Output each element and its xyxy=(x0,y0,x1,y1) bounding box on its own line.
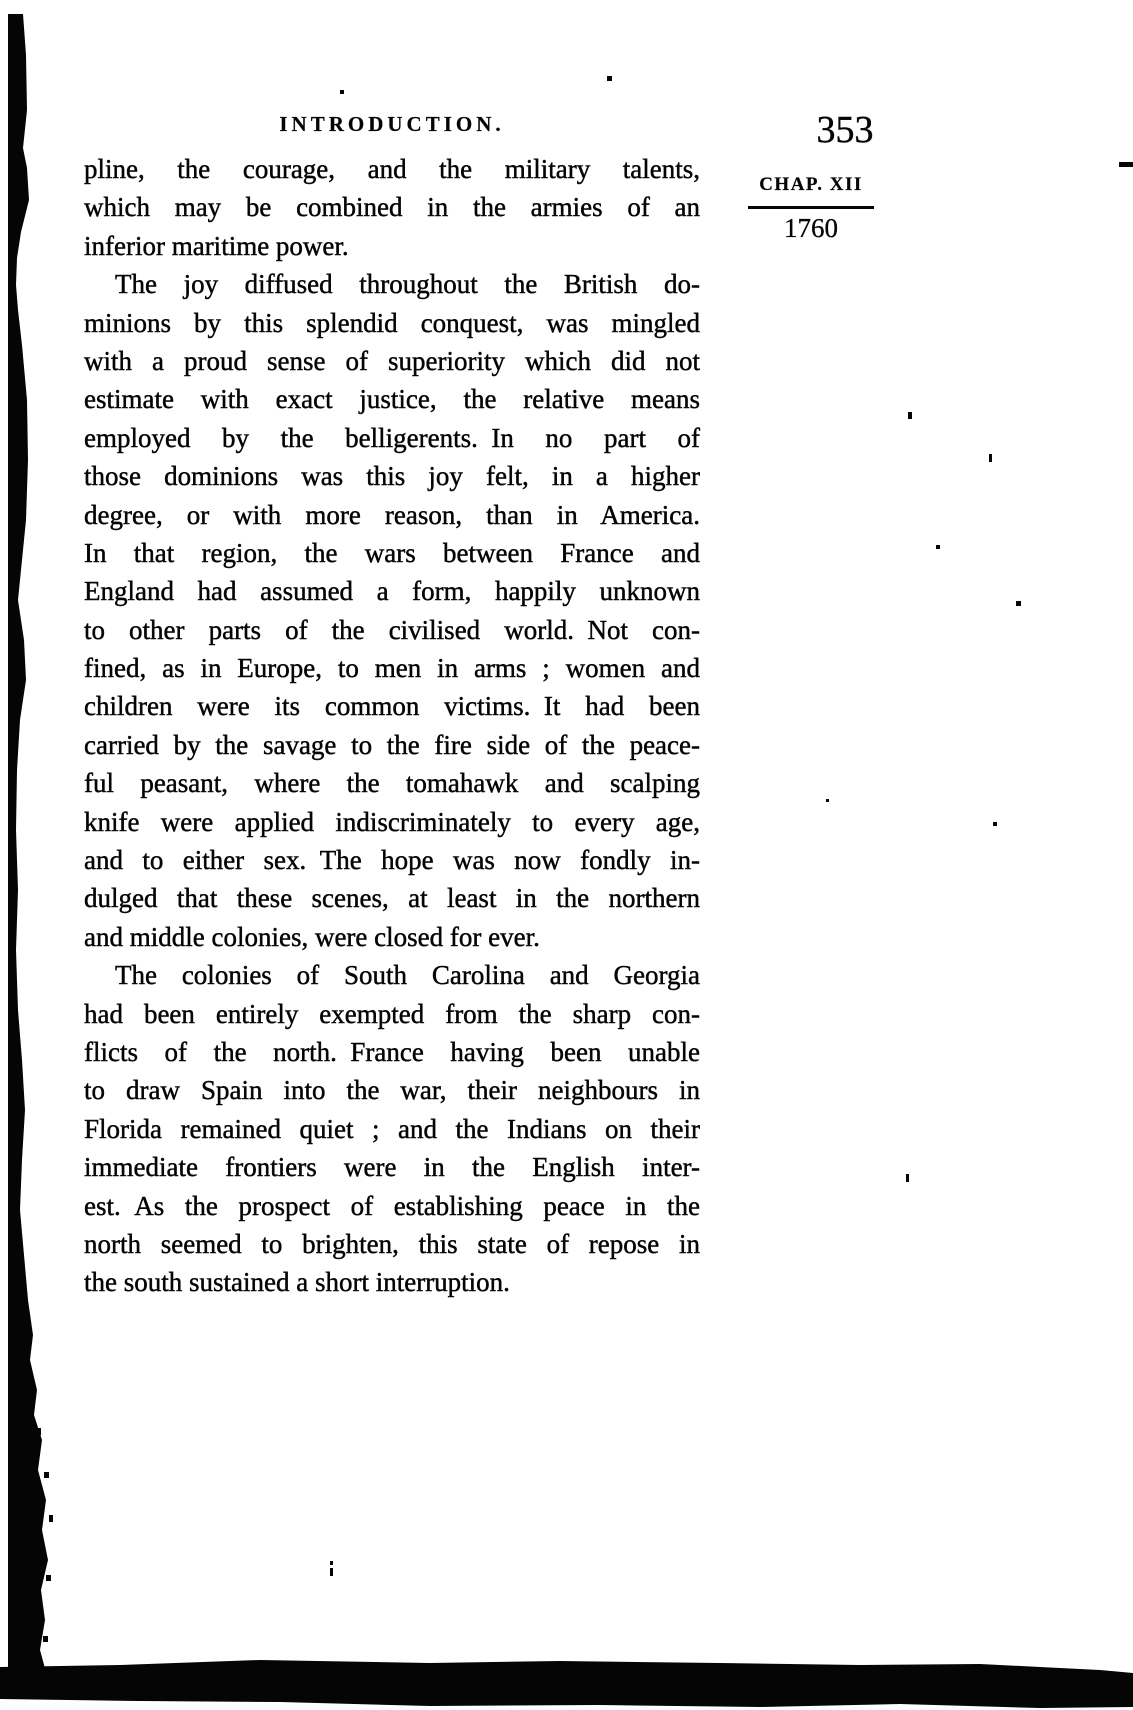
text-line: to draw Spain into the war, their neighbours in xyxy=(84,1075,700,1106)
year-label: 1760 xyxy=(784,213,838,243)
text-line: fined, as in Europe, to men in arms ; women and xyxy=(84,653,700,684)
text-line: and middle colonies, were closed for ever. xyxy=(84,921,540,952)
scan-speck xyxy=(1119,162,1133,167)
scan-speck xyxy=(340,90,344,94)
text-line: employed by the belligerents. In no part of xyxy=(84,422,700,453)
text-line: England had assumed a form, happily unknown xyxy=(84,576,700,607)
gutter-fringe xyxy=(36,1428,41,1435)
scan-speck xyxy=(993,822,997,826)
margin-note xyxy=(748,174,874,244)
text-line: pline, the courage, and the military talents, xyxy=(84,154,700,184)
scan-speck xyxy=(330,1561,333,1565)
paragraph xyxy=(84,150,700,265)
text-line: knife were applied indiscriminately to every age, xyxy=(84,806,700,837)
text-line: est. As the prospect of establishing peace in the xyxy=(84,1190,700,1221)
text-block xyxy=(84,150,700,1302)
text-line: had been entirely exempted from the sharp con- xyxy=(84,998,700,1029)
gutter-fringe xyxy=(43,1636,48,1642)
text-line: those dominions was this joy felt, in a higher xyxy=(84,461,700,492)
text-line: The colonies of South Carolina and Georgia xyxy=(115,960,700,991)
paragraph xyxy=(84,956,700,1302)
text-line: ful peasant, where the tomahawk and scalping xyxy=(84,768,700,799)
text-line: inferior maritime power. xyxy=(84,230,349,261)
scan-speck xyxy=(330,1568,333,1576)
text-line: carried by the savage to the fire side of the peace- xyxy=(84,729,700,760)
running-head: INTRODUCTION. xyxy=(279,112,505,136)
text-line: immediate frontiers were in the English inter- xyxy=(84,1152,700,1183)
paragraph xyxy=(84,265,700,956)
text-line: degree, or with more reason, than in America. xyxy=(84,499,700,530)
gutter-fringe xyxy=(46,1575,51,1581)
text-line: flicts of the north. France having been unable xyxy=(84,1036,700,1067)
scan-speck xyxy=(908,412,912,419)
gutter-shadow-left xyxy=(8,14,48,1672)
scan-speck xyxy=(1016,601,1021,606)
text-line: minions by this splendid conquest, was mingled xyxy=(84,307,700,338)
gutter-fringe xyxy=(44,1472,49,1478)
margin-note-rule xyxy=(748,206,874,209)
text-line: Florida remained quiet ; and the Indians on their xyxy=(84,1113,700,1144)
text-line: with a proud sense of superiority which did not xyxy=(84,345,700,376)
text-line: to other parts of the civilised world. Not con- xyxy=(84,614,700,645)
scan-speck xyxy=(826,799,829,802)
text-line: which may be combined in the armies of an xyxy=(84,192,700,223)
scan-speck xyxy=(989,454,992,462)
scan-speck xyxy=(906,1174,909,1182)
text-line: The joy diffused throughout the British do- xyxy=(115,269,700,300)
bottom-edge-shadow xyxy=(0,1660,1133,1708)
scan-speck xyxy=(936,545,940,549)
chapter-label: CHAP. XII xyxy=(759,174,863,195)
text-line: the south sustained a short interruption. xyxy=(84,1267,510,1298)
page-number: 353 xyxy=(816,109,874,151)
scan-speck xyxy=(607,76,612,81)
text-line: children were its common victims. It had been xyxy=(84,691,700,722)
text-line: In that region, the wars between France and xyxy=(84,537,700,568)
gutter-fringe xyxy=(49,1515,53,1522)
text-line: estimate with exact justice, the relative means xyxy=(84,384,700,415)
text-line: and to either sex. The hope was now fondly in- xyxy=(84,845,700,876)
text-line: north seemed to brighten, this state of repose in xyxy=(84,1228,700,1259)
text-line: dulged that these scenes, at least in the northern xyxy=(84,883,700,914)
